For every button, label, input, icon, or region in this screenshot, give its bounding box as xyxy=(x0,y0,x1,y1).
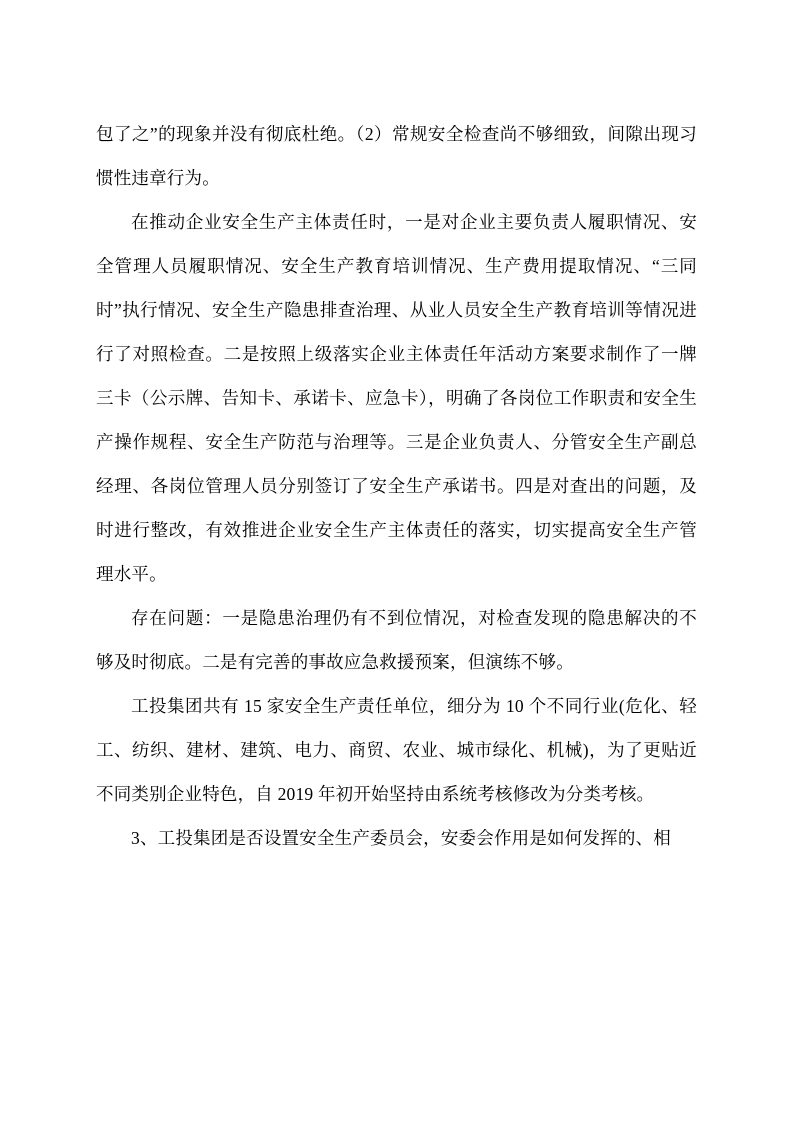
paragraph-5: 3、工投集团是否设置安全生产委员会，安委会作用是如何发挥的、相 xyxy=(131,828,671,848)
paragraph-2: 在推动企业安全生产主体责任时，一是对企业主要负责人履职情况、安全管理人员履职情况、安全生产教育培训情况、生产费用提取情况、“三同时”执行情况、安全生产隐患排查治理、从业人员安全生产教育培训等情况进行了对照检查。二是按照上级落实企业主体责任年活动方案要求制作了一牌三卡（公示牌、告知卡、承诺卡、应急卡），明确了各岗位工作职责和安全生产操作规程、安全生产防范与治理等。三是企业负责人、分管安全生产副总经理、各岗位管理人员分别签订了安全生产承诺书。四是对查出的问题，及时进行整改，有效推进企业安全生产主体责任的落实，切实提高安全生产管理水平。 xyxy=(96,212,697,584)
paragraph-1: 包了之”的现象并没有彻底杜绝。（2）常规安全检查尚不够细致，间隙出现习惯性违章行为。 xyxy=(96,124,697,188)
document-body xyxy=(96,112,697,860)
paragraph-4: 工投集团共有 15 家安全生产责任单位，细分为 10 个不同行业(危化、轻工、纺织、建材、建筑、电力、商贸、农业、城市绿化、机械)，为了更贴近不同类别企业特色，自 2019 年初开始坚持由系统考核修改为分类考核。 xyxy=(96,696,697,804)
paragraph-3: 存在问题：一是隐患治理仍有不到位情况，对检查发现的隐患解决的不够及时彻底。二是有完善的事故应急救援预案，但演练不够。 xyxy=(96,608,697,672)
